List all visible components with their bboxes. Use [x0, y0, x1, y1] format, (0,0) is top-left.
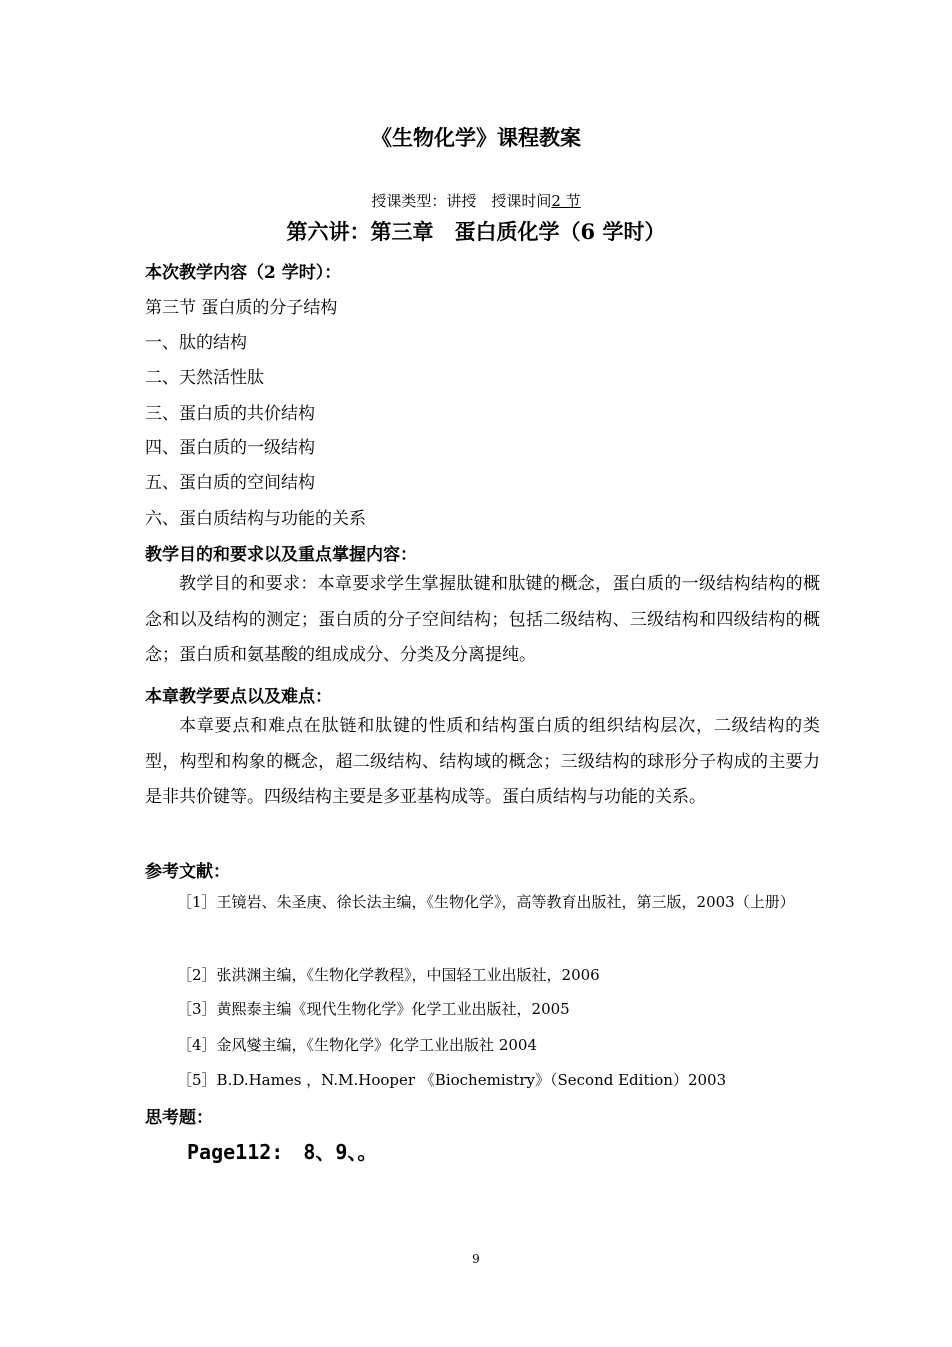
lesson-hours: 2 节 [551, 192, 581, 210]
content-item: 五、蛋白质的空间结构 [145, 473, 315, 493]
content-item: 二、天然活性肽 [145, 368, 264, 388]
content-item: 四、蛋白质的一级结构 [145, 438, 315, 458]
questions-text: Page112: 8、9、。 [187, 1140, 378, 1164]
reference-item: ［4］金风燮主编，《生物化学》化学工业出版社 2004 [177, 1036, 537, 1054]
lesson-type: 授课类型：讲授 授课时间 [371, 192, 552, 210]
reference-item: ［1］王镜岩、朱圣庚、徐长法主编，《生物化学》，高等教育出版社，第三版，2003（上册） [177, 893, 795, 911]
page-number: 9 [472, 1252, 480, 1266]
goals-heading: 教学目的和要求以及重点掌握内容： [145, 545, 417, 565]
keypoints-heading: 本章教学要点以及难点： [145, 687, 332, 707]
content-item: 第三节 蛋白质的分子结构 [145, 298, 338, 318]
reference-item: ［3］黄熙泰主编《现代生物化学》化学工业出版社，2005 [177, 1000, 570, 1018]
questions-heading: 思考题： [145, 1108, 213, 1128]
references-heading: 参考文献： [145, 862, 230, 882]
content-item: 三、蛋白质的共价结构 [145, 404, 315, 424]
reference-item: ［5］B.D.Hames ，N.M.Hooper 《Biochemistry》（Second Edition）2003 [177, 1071, 727, 1089]
keypoints-paragraph: 本章要点和难点在肽链和肽键的性质和结构蛋白质的组织结构层次，二级结构的类型，构型和构象的概念，超二级结构、结构域的概念；三级结构的球形分子构成的主要力是非共价键等。四级结构主要是多亚基构成等。蛋白质结构与功能的关系。 [145, 716, 820, 807]
document-title: 《生物化学》课程教案 [371, 125, 581, 150]
goals-paragraph: 教学目的和要求：本章要求学生掌握肽键和肽键的概念，蛋白质的一级结构结构的概念和以及结构的测定；蛋白质的分子空间结构；包括二级结构、三级结构和四级结构的概念；蛋白质和氨基酸的组成成分、分类及分离提纯。 [145, 574, 820, 665]
reference-item: ［2］张洪渊主编，《生物化学教程》，中国轻工业出版社，2006 [177, 966, 600, 984]
lecture-title: 第六讲：第三章 蛋白质化学（6 学时） [286, 219, 666, 244]
content-item: 一、肽的结构 [145, 333, 247, 353]
content-heading: 本次教学内容（2 学时）： [145, 263, 342, 283]
content-item: 六、蛋白质结构与功能的关系 [145, 509, 366, 529]
lesson-meta [0, 190, 952, 211]
